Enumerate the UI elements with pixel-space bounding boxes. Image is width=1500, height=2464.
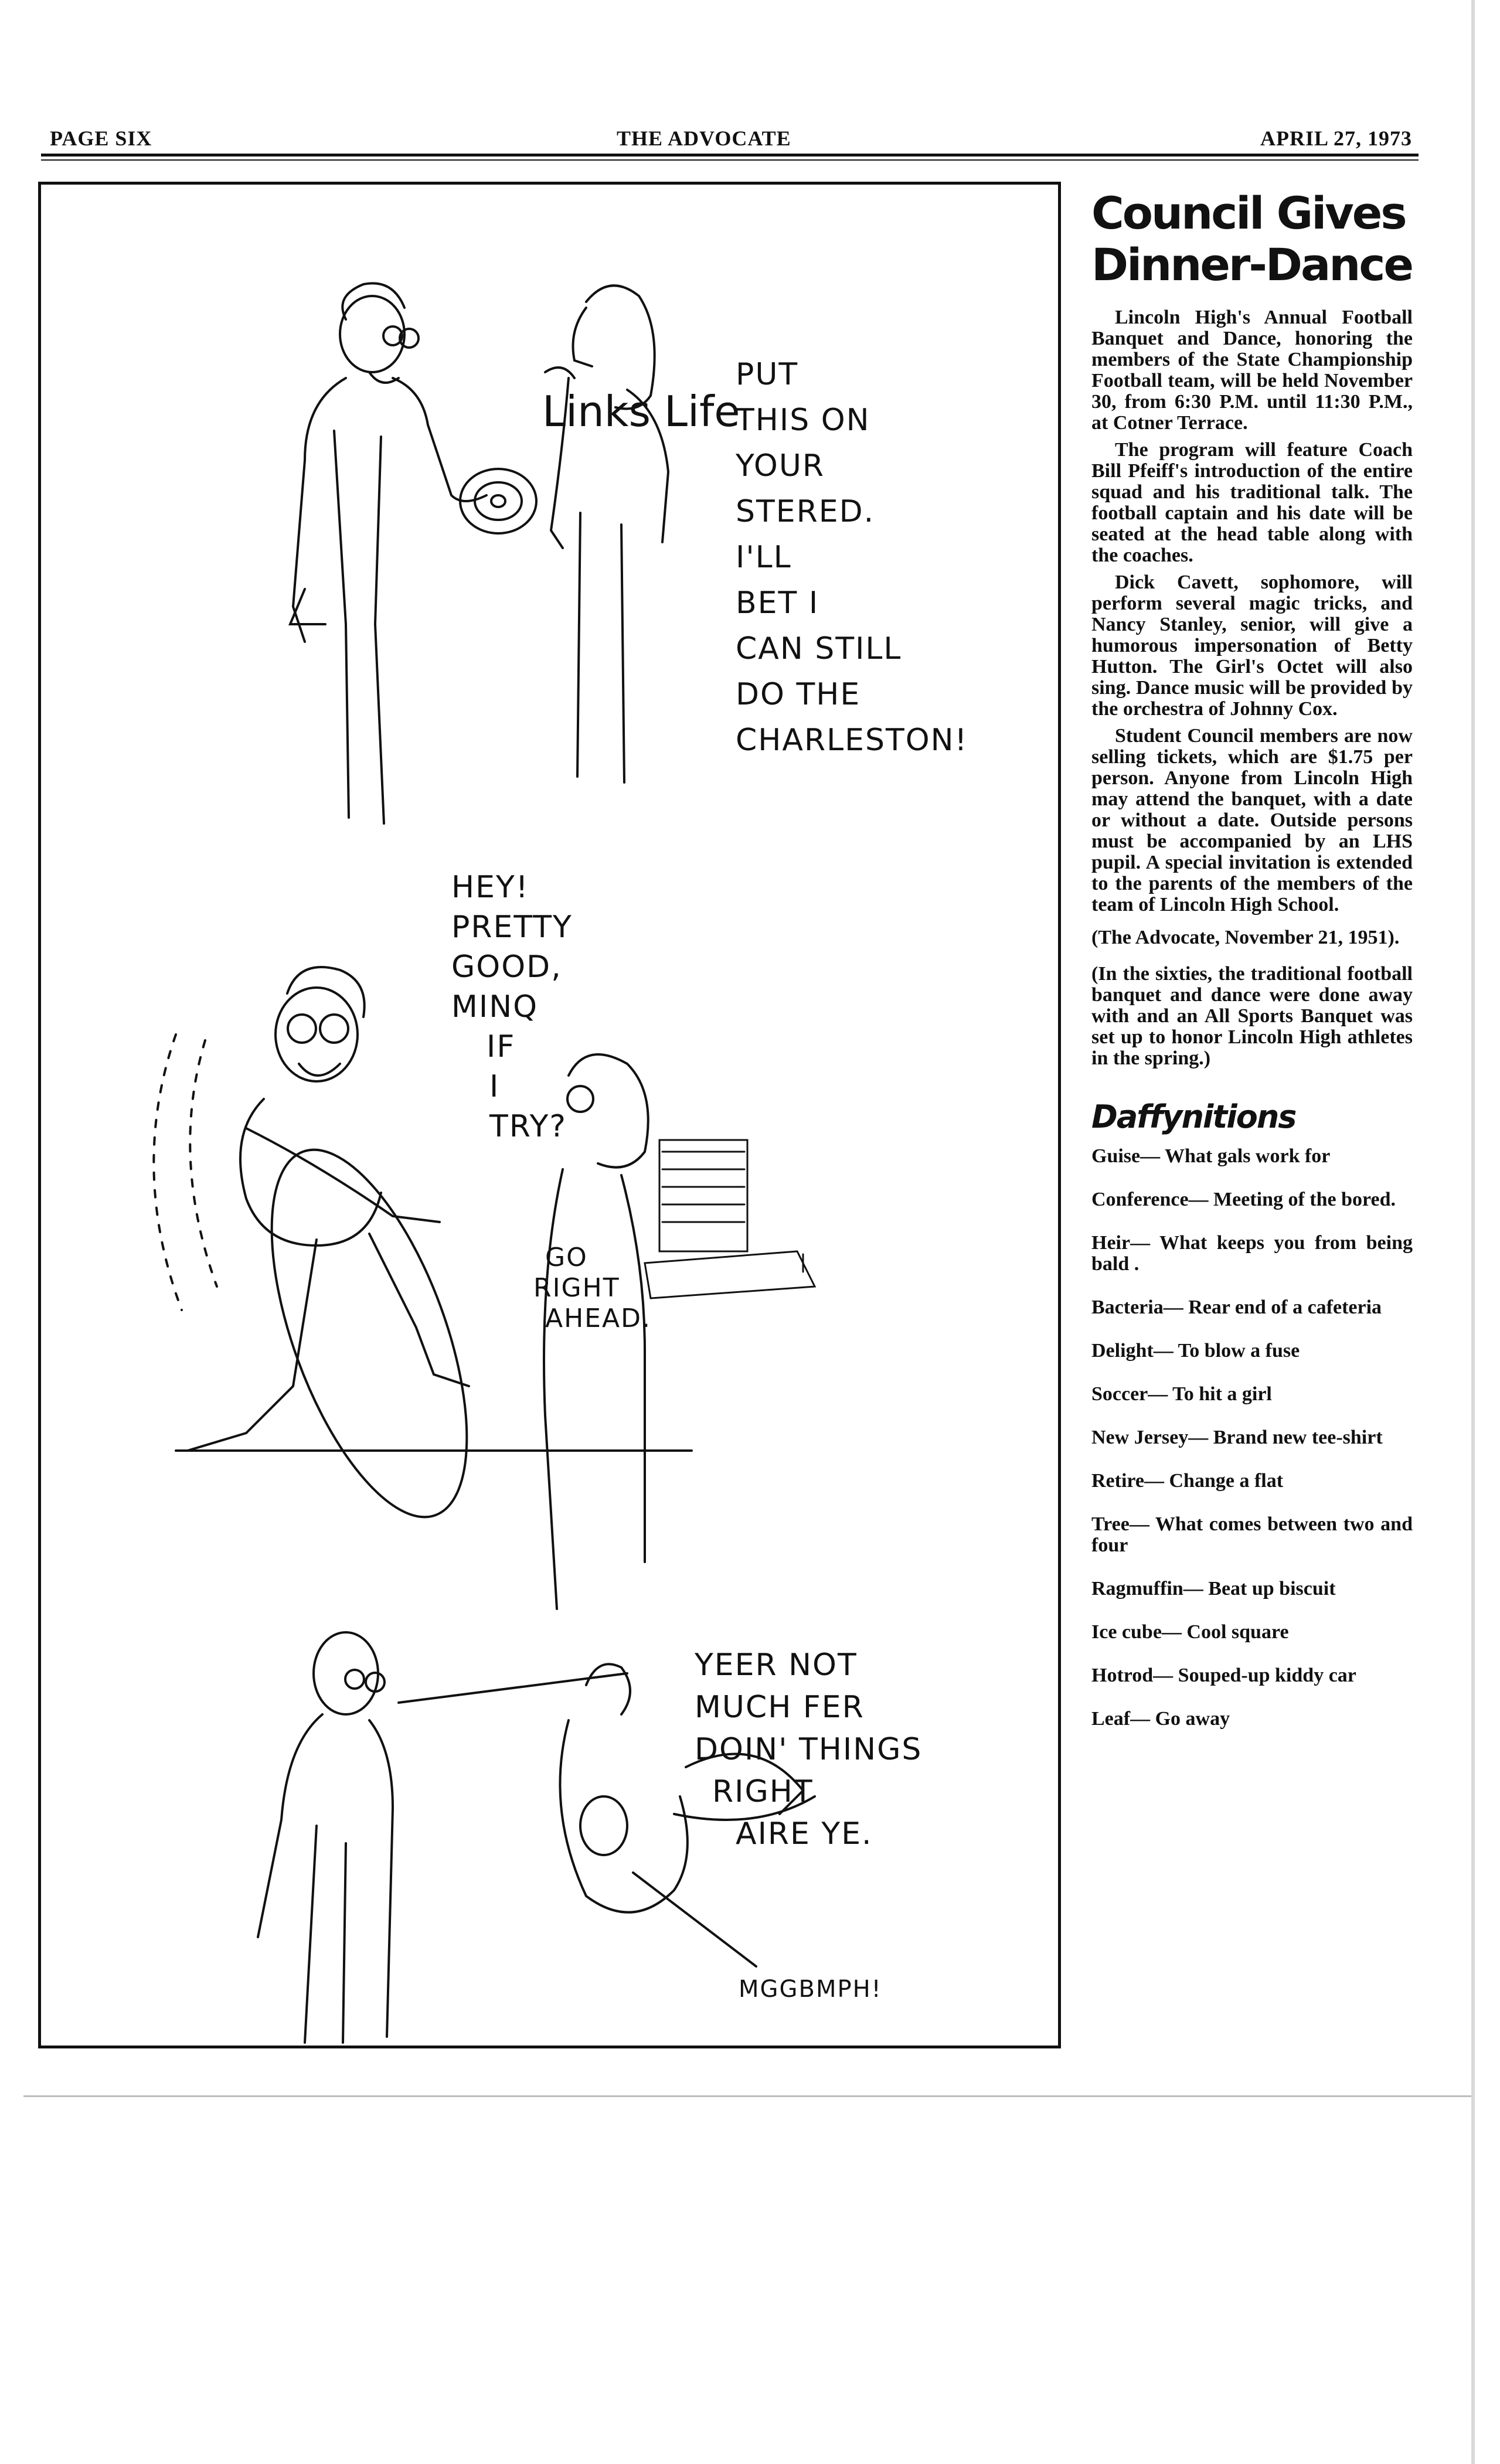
record-player — [645, 1140, 815, 1298]
headline-line-1: Council Gives — [1091, 187, 1406, 239]
daffynition-item: Retire— Change a flat — [1091, 1470, 1284, 1492]
daffynition-item: Bacteria— Rear end of a cafeteria — [1091, 1296, 1382, 1318]
article-credit: (The Advocate, November 21, 1951). — [1091, 927, 1400, 948]
scan-artifact-line — [23, 2095, 1471, 2097]
cartoon-title: Links Life — [542, 387, 740, 436]
speech-line: CAN STILL — [736, 631, 902, 666]
daffynition-item: Tree— What comes between two and four — [1091, 1513, 1413, 1556]
old-man-figure-3 — [258, 1632, 627, 2043]
daffynition-item: Hotrod— Souped-up kiddy car — [1091, 1665, 1356, 1686]
speech-bubble-go-right-ahead — [522, 1243, 651, 1334]
speech-line: TRY? — [489, 1109, 567, 1144]
speech-line: RIGHT — [533, 1273, 620, 1303]
article-paragraph: Student Council members are now selling tickets, which are $1.75 per person. Anyone from Lincoln High may attend the banquet, with a date or without a date. Outside persons must be accompanied by an LHS pupil. A special invitation is extended to the parents of the members of the team of Lincoln High School. — [1091, 725, 1413, 916]
daffynition-item: Ragmuffin— Beat up biscuit — [1091, 1578, 1336, 1599]
speech-bubble-hey — [451, 867, 573, 1146]
article-headline — [1091, 188, 1413, 291]
speech-line: AHEAD. — [545, 1304, 651, 1333]
speech-line: MUCH FER — [695, 1690, 865, 1725]
speech-line: MINQ — [451, 989, 539, 1025]
speech-line: GO — [545, 1243, 588, 1272]
daffynition-item: Leaf— Go away — [1091, 1708, 1230, 1730]
speech-line: YEER NOT — [695, 1648, 858, 1683]
speech-line: THIS ON — [736, 403, 870, 438]
daffynition-item: Soccer— To hit a girl — [1091, 1383, 1272, 1405]
scan-sheet-edge — [1471, 0, 1475, 2464]
speech-line: CHARLESTON! — [736, 723, 968, 758]
speech-bubble-charleston — [736, 352, 968, 763]
headline-line-2: Dinner-Dance — [1091, 239, 1412, 291]
daffynition-item: Heir— What keeps you from being bald . — [1091, 1232, 1413, 1275]
daffynition-item: Ice cube— Cool square — [1091, 1621, 1289, 1643]
old-man-figure-1 — [290, 283, 487, 823]
speech-line: STERED. — [736, 494, 875, 529]
speech-line: I — [489, 1069, 500, 1104]
daffynition-item: Conference— Meeting of the bored. — [1091, 1189, 1396, 1210]
masthead-rule-thin — [41, 159, 1419, 161]
article-paragraph: Dick Cavett, sophomore, will perform several magic tricks, and Nancy Stanley, senior, will give a humorous impersonation of Betty Hutton. The Girl's Octet will also sing. Dance music will be provided by the orchestra of Johnny Cox. — [1091, 571, 1413, 720]
speech-line: GOOD, — [451, 949, 562, 985]
daffynition-item: Delight— To blow a fuse — [1091, 1340, 1300, 1362]
speech-line: RIGHT — [712, 1774, 814, 1809]
speech-line: YOUR — [736, 448, 825, 484]
speech-line: DOIN' THINGS — [695, 1732, 923, 1767]
issue-date: APRIL 27, 1973 — [1260, 127, 1413, 150]
newspaper-name: THE ADVOCATE — [617, 127, 791, 150]
speech-line: IF — [487, 1029, 516, 1064]
speech-line: HEY! — [451, 870, 529, 905]
daffynition-item: New Jersey— Brand new tee-shirt — [1091, 1427, 1383, 1448]
speech-line: AIRE YE. — [736, 1816, 873, 1852]
speech-line: BET I — [736, 586, 819, 621]
sixties-note: (In the sixties, the traditional football banquet and dance were done away with and an All Sports Banquet was set up to honor Lincoln High athletes in the spring.) — [1091, 963, 1413, 1069]
page-number: PAGE SIX — [50, 127, 152, 150]
speech-bubble-yeer-not — [695, 1644, 922, 1855]
speech-line: PRETTY — [451, 910, 573, 945]
groan-text: MGGBMPH! — [739, 1976, 882, 2003]
daffynition-item: Guise— What gals work for — [1091, 1145, 1331, 1167]
article-paragraph: Lincoln High's Annual Football Banquet and Dance, honoring the members of the State Championship Football team, will be held November 30, from 6:30 P.M. until 11:30 P.M., at Cotner Terrace. — [1091, 307, 1413, 434]
speech-line: PUT — [736, 357, 799, 392]
daffynitions-heading: Daffynitions — [1091, 1098, 1296, 1135]
speech-line: DO THE — [736, 677, 861, 712]
article-paragraph: The program will feature Coach Bill Pfeiff's introduction of the entire squad and his traditional talk. The football captain and his date will be seated at the head table along with the coaches. — [1091, 439, 1413, 566]
cartoon-panel — [38, 182, 1061, 2048]
speech-line: I'LL — [736, 540, 792, 575]
young-woman-figure-1 — [545, 285, 668, 782]
masthead-rule — [41, 154, 1419, 156]
article-column — [1091, 182, 1413, 1752]
